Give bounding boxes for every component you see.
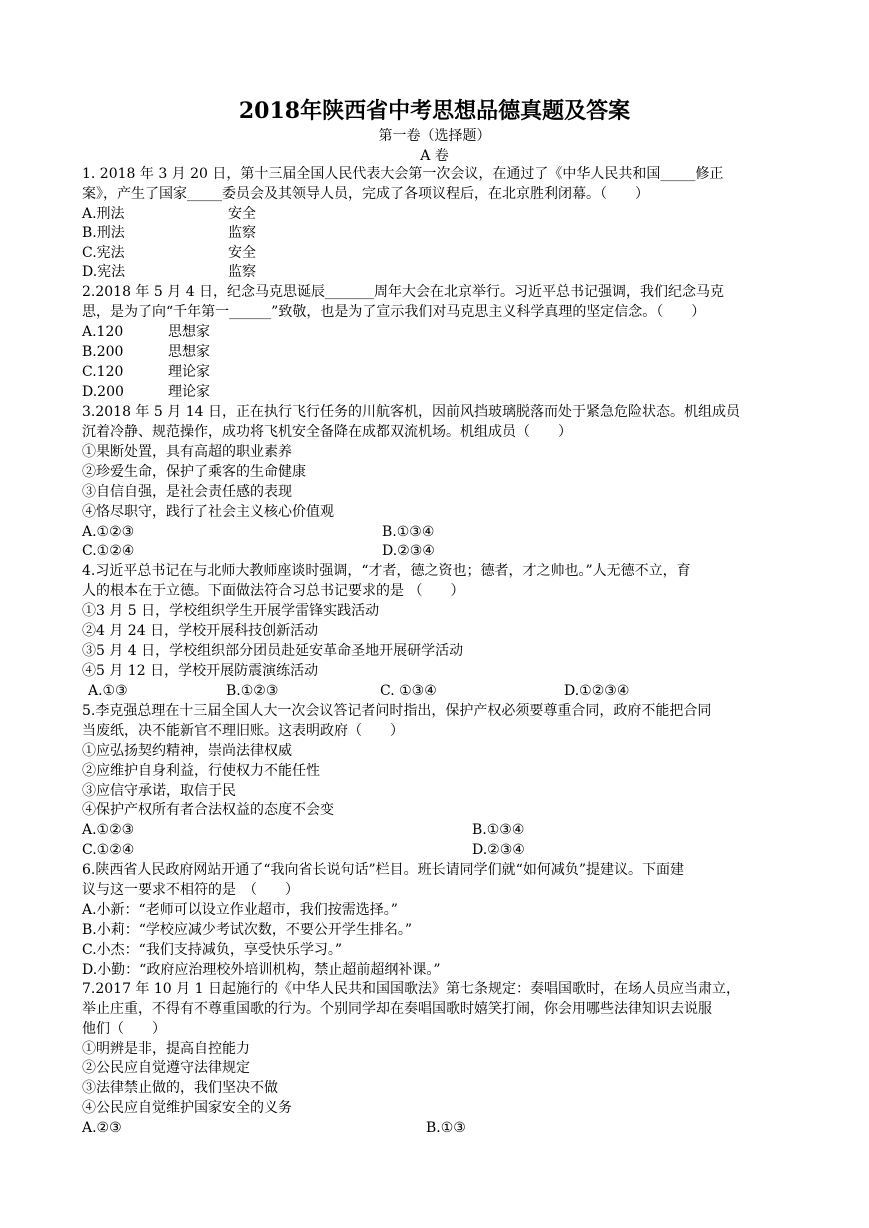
q6-stem-line-1: 6.陕西省人民政府网站开通了“我向省长说句话”栏目。班长请同学们就“如何减负”提建议。下面建 bbox=[82, 862, 684, 878]
q5-option-c: C.①②④ bbox=[82, 842, 135, 858]
q3-statement-4: ④恪尽职守，践行了社会主义核心价值观 bbox=[82, 504, 334, 520]
q5-stem-line-2: 当废纸，决不能新官不理旧账。这表明政府（ ） bbox=[82, 723, 404, 739]
q2-option-a-b: 思想家 bbox=[168, 324, 210, 340]
q1-option-d-b: 监察 bbox=[228, 264, 256, 280]
q4-stem-line-2: 人的根本在于立德。下面做法符合习总书记要求的是 （ ） bbox=[82, 583, 465, 599]
q1-option-d: D.宪法 bbox=[82, 264, 126, 280]
q5-statement-4: ④保护产权所有者合法权益的态度不会变 bbox=[82, 802, 334, 818]
q1-option-c-b: 安全 bbox=[228, 245, 256, 261]
q7-stem-line-2: 举止庄重，不得有不尊重国歌的行为。个别同学却在奏唱国歌时嬉笑打闹，你会用哪些法律知识去说服 bbox=[82, 1001, 712, 1017]
q5-option-a: A.①②③ bbox=[82, 822, 135, 838]
q5-stem-line-1: 5.李克强总理在十三届全国人大一次会议答记者问时指出，保护产权必须要尊重合同，政府不能把合同 bbox=[82, 703, 712, 719]
q3-stem-line-1: 3.2018 年 5 月 14 日，正在执行飞行任务的川航客机，因前风挡玻璃脱落而处于紧急危险状态。机组成员 bbox=[82, 404, 740, 420]
q3-stem-line-2: 沉着冷静、规范操作，成功将飞机安全备降在成都双流机场。机组成员（ ） bbox=[82, 424, 572, 440]
q7-option-a: A.②③ bbox=[82, 1120, 122, 1136]
section-heading: 第一卷（选择题） bbox=[378, 128, 491, 144]
q7-statement-3: ③法律禁止做的，我们坚决不做 bbox=[82, 1080, 278, 1096]
q4-stem-line-1: 4.习近平总书记在与北师大教师座谈时强调，“才者，德之资也；德者，才之帅也。”人无德不立，育 bbox=[82, 563, 691, 579]
q1-option-c: C.宪法 bbox=[82, 245, 125, 261]
page-title: 2018年陕西省中考思想品德真题及答案 bbox=[238, 98, 631, 124]
q7-stem-line-1: 7.2017 年 10 月 1 日起施行的《中华人民共和国国歌法》第七条规定：奏唱国歌时，在场人员应当肃立， bbox=[82, 981, 740, 997]
q2-option-c: C.120 bbox=[82, 364, 124, 380]
q6-option-b: B.小莉：“学校应减少考试次数，不要公开学生排名。” bbox=[82, 922, 413, 938]
q2-option-b-b: 思想家 bbox=[168, 344, 210, 360]
q6-option-d: D.小勤：“政府应治理校外培训机构，禁止超前超纲补课。” bbox=[82, 962, 441, 978]
q3-option-b: B.①③④ bbox=[382, 524, 435, 540]
q7-stem-line-3: 他们（ ） bbox=[82, 1021, 166, 1037]
q4-statement-2: ②4 月 24 日，学校开展科技创新活动 bbox=[82, 623, 319, 639]
q6-stem-line-2: 议与这一要求不相符的是 （ ） bbox=[82, 882, 299, 898]
q4-option-d: D.①②③④ bbox=[564, 683, 630, 699]
q1-option-a-b: 安全 bbox=[228, 206, 256, 222]
q3-option-a: A.①②③ bbox=[82, 524, 135, 540]
q3-statement-3: ③自信自强，是社会责任感的表现 bbox=[82, 484, 292, 500]
q4-option-c: C. ①③④ bbox=[380, 683, 437, 699]
q4-option-a: A.①③ bbox=[88, 683, 128, 699]
q6-option-a: A.小新：“老师可以设立作业超市，我们按需选择。” bbox=[82, 902, 398, 918]
q2-option-d: D.200 bbox=[82, 384, 124, 400]
q5-option-d: D.②③④ bbox=[472, 842, 525, 858]
q7-statement-1: ①明辨是非，提高自控能力 bbox=[82, 1041, 250, 1057]
q1-stem-line-2: 案》，产生了国家_____委员会及其领导人员，完成了各项议程后，在北京胜利闭幕。（ ） bbox=[82, 186, 649, 202]
q4-statement-3: ③5 月 4 日，学校组织部分团员赴延安革命圣地开展研学活动 bbox=[82, 643, 464, 659]
q4-statement-1: ①3 月 5 日，学校组织学生开展学雷锋实践活动 bbox=[82, 603, 380, 619]
q3-statement-1: ①果断处置，具有高超的职业素养 bbox=[82, 444, 292, 460]
subsection-heading: A 卷 bbox=[420, 148, 449, 164]
q3-statement-2: ②珍爱生命，保护了乘客的生命健康 bbox=[82, 464, 306, 480]
q2-stem-line-1: 2.2018 年 5 月 4 日，纪念马克思诞辰_______周年大会在北京举行。习近平总书记强调，我们纪念马克 bbox=[82, 284, 725, 300]
q4-statement-4: ④5 月 12 日，学校开展防震演练活动 bbox=[82, 663, 319, 679]
q1-option-b-b: 监察 bbox=[228, 225, 256, 241]
q2-option-d-b: 理论家 bbox=[168, 384, 210, 400]
q6-option-c: C.小杰：“我们支持减负，享受快乐学习。” bbox=[82, 942, 342, 958]
q2-option-b: B.200 bbox=[82, 344, 124, 360]
q3-option-c: C.①②④ bbox=[82, 543, 135, 559]
q5-statement-2: ②应维护自身利益，行使权力不能任性 bbox=[82, 763, 320, 779]
q1-stem-line-1: 1. 2018 年 3 月 20 日，第十三届全国人民代表大会第一次会议，在通过了《中华人民共和国_____修正 bbox=[82, 166, 724, 182]
q2-option-c-b: 理论家 bbox=[168, 364, 210, 380]
q4-option-b: B.①②③ bbox=[226, 683, 279, 699]
q5-option-b: B.①③④ bbox=[472, 822, 525, 838]
q3-option-d: D.②③④ bbox=[382, 543, 435, 559]
q2-stem-line-2: 思，是为了向“千年第一______”致敬，也是为了宣示我们对马克思主义科学真理的坚定信念。（ ） bbox=[82, 304, 706, 320]
q7-statement-2: ②公民应自觉遵守法律规定 bbox=[82, 1060, 250, 1076]
q2-option-a: A.120 bbox=[82, 324, 124, 340]
q1-option-a: A.刑法 bbox=[82, 206, 125, 222]
q5-statement-3: ③应信守承诺，取信于民 bbox=[82, 783, 236, 799]
q5-statement-1: ①应弘扬契约精神，崇尚法律权威 bbox=[82, 743, 292, 759]
q7-statement-4: ④公民应自觉维护国家安全的义务 bbox=[82, 1100, 292, 1116]
q7-option-b: B.①③ bbox=[426, 1120, 466, 1136]
q1-option-b: B.刑法 bbox=[82, 225, 125, 241]
